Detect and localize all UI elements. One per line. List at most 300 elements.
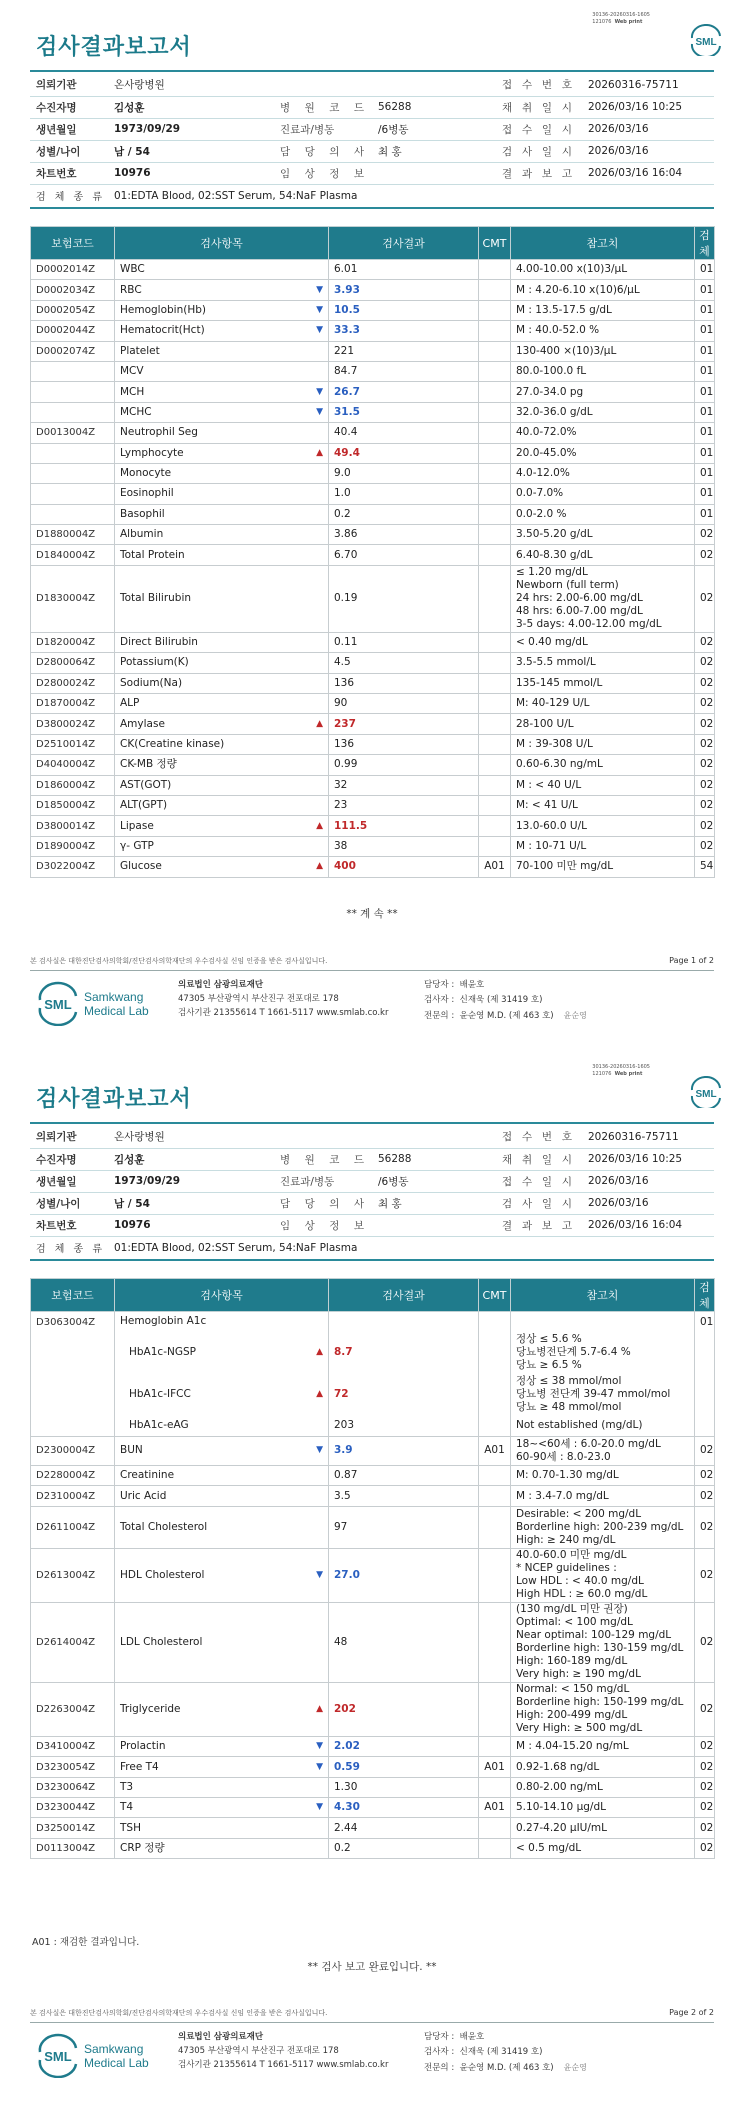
- results-table: [30, 1278, 715, 1859]
- test-result: 111.5: [329, 816, 479, 836]
- test-item-name: MCV: [120, 365, 144, 378]
- test-cmt: [479, 653, 511, 673]
- test-code: D3250014Z: [31, 1818, 115, 1838]
- reference-range: 13.0-60.0 U/L: [511, 816, 695, 836]
- specimen-code: 01: [695, 402, 715, 422]
- test-result: 4.30: [329, 1798, 479, 1818]
- table-row: [31, 1332, 715, 1374]
- test-code: D1860004Z: [31, 775, 115, 795]
- test-result: 0.19: [329, 565, 479, 632]
- test-code: D2613004Z: [31, 1548, 115, 1602]
- dob-label: 생년월일: [30, 118, 108, 140]
- high-flag-icon: ▲: [316, 1389, 323, 1400]
- reference-range: M : 4.20-6.10 x(10)6/μL: [511, 280, 695, 300]
- test-item-name: CRP 정량: [120, 1842, 165, 1855]
- results-table: [30, 226, 715, 878]
- test-cmt: [479, 755, 511, 775]
- high-flag-icon: ▲: [316, 1703, 323, 1714]
- specimen-code: 02: [695, 545, 715, 565]
- test-item-name: Uric Acid: [120, 1489, 167, 1502]
- test-cmt: [479, 321, 511, 341]
- test-item: [115, 816, 329, 836]
- test-item: [115, 1332, 329, 1374]
- test-result: 23: [329, 795, 479, 815]
- low-flag-icon: ▼: [316, 1802, 323, 1813]
- header-rule: [30, 1122, 714, 1124]
- report-time: 2026/03/16 16:04: [582, 162, 714, 184]
- institution-value: 온사랑병원: [108, 1126, 492, 1148]
- reference-range: ≤ 1.20 mg/dL Newborn (full term) 24 hrs: 2.00-6.00 mg/dL 48 hrs: 6.00-7.00 mg/dL 3-5 days: 4.00-12.00 mg/dL: [511, 565, 695, 632]
- dept-label: 진료과/병동: [276, 118, 372, 140]
- test-item-name: Sodium(Na): [120, 676, 183, 689]
- clinical-label: 임 상 정 보: [276, 1214, 372, 1236]
- table-row: [31, 755, 715, 775]
- reference-range: 4.0-12.0%: [511, 463, 695, 483]
- footer-rule: [30, 2022, 714, 2023]
- reference-range: M : 40.0-52.0 %: [511, 321, 695, 341]
- table-row: [31, 1416, 715, 1436]
- test-cmt: [479, 423, 511, 443]
- test-item-name: WBC: [120, 263, 145, 276]
- test-code: D2310004Z: [31, 1486, 115, 1506]
- svg-text:SML: SML: [44, 2049, 72, 2064]
- reference-range: [511, 1312, 695, 1332]
- low-flag-icon: ▼: [316, 386, 323, 397]
- test-code: D1840004Z: [31, 545, 115, 565]
- test-cmt: [479, 565, 511, 632]
- specimen-code: 02: [695, 1602, 715, 1682]
- samkwang-logo-icon: [36, 980, 186, 1026]
- test-cmt: [479, 382, 511, 402]
- reference-range: 0.80-2.00 ng/mL: [511, 1777, 695, 1797]
- foundation-contact: 검사기관 21355614 T 1661-5117 www.smlab.co.kr: [178, 2060, 389, 2070]
- test-result: 33.3: [329, 321, 479, 341]
- test-item: [115, 504, 329, 524]
- test-code: [31, 382, 115, 402]
- clinical-label: 임 상 정 보: [276, 162, 372, 184]
- reference-range: M : 39-308 U/L: [511, 734, 695, 754]
- test-item: [115, 1548, 329, 1602]
- specimen-code: 02: [695, 755, 715, 775]
- table-row: [31, 1777, 715, 1797]
- test-cmt: A01: [479, 1436, 511, 1465]
- test-item-name: Total Bilirubin: [120, 592, 192, 605]
- specimen-code: 02: [695, 1465, 715, 1485]
- specimen-label: 검 체 종 류: [30, 184, 108, 208]
- test-code: [31, 402, 115, 422]
- specimen-value: 01:EDTA Blood, 02:SST Serum, 54:NaF Plasma: [108, 184, 714, 208]
- sex-age-label: 성별/나이: [30, 140, 108, 162]
- specimen-code: 01: [695, 463, 715, 483]
- test-item-name: AST(GOT): [120, 778, 172, 791]
- reference-range: Desirable: < 200 mg/dL Borderline high: 200-239 mg/dL High: ≥ 240 mg/dL: [511, 1506, 695, 1548]
- test-item: [115, 653, 329, 673]
- specimen-code: 01: [695, 382, 715, 402]
- specimen-code: 01: [695, 280, 715, 300]
- reference-range: 3.5-5.5 mmol/L: [511, 653, 695, 673]
- patient-name: 김성훈: [108, 96, 276, 118]
- reference-range: 정상 ≤ 5.6 % 당뇨병전단계 5.7-6.4 % 당뇨 ≥ 6.5 %: [511, 1332, 695, 1374]
- patient-name: 김성훈: [108, 1148, 276, 1170]
- print-label: Web print: [614, 1071, 643, 1077]
- collect-time: 2026/03/16 10:25: [582, 1148, 714, 1170]
- test-cmt: [479, 504, 511, 524]
- table-row: [31, 341, 715, 361]
- table-row: [31, 463, 715, 483]
- table-row: [31, 1486, 715, 1506]
- test-result: 10.5: [329, 300, 479, 320]
- specimen-code: 02: [695, 565, 715, 632]
- report-time: 2026/03/16 16:04: [582, 1214, 714, 1236]
- table-row: [31, 714, 715, 734]
- test-item: [115, 260, 329, 280]
- table-row: [31, 1602, 715, 1682]
- test-item: [115, 565, 329, 632]
- test-item: [115, 1798, 329, 1818]
- reference-range: 0.92-1.68 ng/dL: [511, 1757, 695, 1777]
- test-result: 84.7: [329, 361, 479, 381]
- sml-logo-icon: [688, 1076, 724, 1108]
- table-row: [31, 260, 715, 280]
- table-row: [31, 300, 715, 320]
- report-end-note: ** 검사 보고 완료입니다. **: [307, 1961, 437, 1973]
- high-flag-icon: ▲: [316, 718, 323, 729]
- table-row: [31, 280, 715, 300]
- svg-text:SML: SML: [44, 997, 72, 1012]
- test-result: 3.5: [329, 1486, 479, 1506]
- test-item: [115, 1465, 329, 1485]
- reference-range: 0.60-6.30 ng/mL: [511, 755, 695, 775]
- chart-no-value: 10976: [108, 1214, 276, 1236]
- test-item-name: LDL Cholesterol: [120, 1635, 203, 1648]
- test-result: 203: [329, 1416, 479, 1436]
- svg-text:Medical Lab: Medical Lab: [84, 2056, 149, 2070]
- test-cmt: [479, 280, 511, 300]
- svg-text:Samkwang: Samkwang: [84, 990, 144, 1004]
- test-code: [31, 504, 115, 524]
- test-result: 32: [329, 775, 479, 795]
- reference-range: M : < 40 U/L: [511, 775, 695, 795]
- reference-range: Normal: < 150 mg/dL Borderline high: 150-199 mg/dL High: 200-499 mg/dL Very High: ≥ 500 mg/dL: [511, 1682, 695, 1736]
- cmt-note: A01 : 재검한 결과입니다.: [32, 1937, 140, 1948]
- specimen-code: 02: [695, 653, 715, 673]
- test-date: 2026/03/16: [582, 140, 714, 162]
- test-code: D3022004Z: [31, 857, 115, 877]
- reference-range: 4.00-10.00 x(10)3/μL: [511, 260, 695, 280]
- test-item-name: Albumin: [120, 528, 164, 541]
- table-row: [31, 1436, 715, 1465]
- staff1-label: 담당자 :: [424, 2032, 455, 2042]
- test-cmt: A01: [479, 1798, 511, 1818]
- low-flag-icon: ▼: [316, 406, 323, 417]
- test-item-name: HDL Cholesterol: [120, 1568, 205, 1581]
- test-cmt: [479, 816, 511, 836]
- table-row: [31, 525, 715, 545]
- test-item: [115, 1374, 329, 1416]
- specimen-code: 02: [695, 1548, 715, 1602]
- table-row: [31, 816, 715, 836]
- header-rule: [30, 70, 714, 72]
- test-code: D1880004Z: [31, 525, 115, 545]
- test-code: D0002074Z: [31, 341, 115, 361]
- specimen-code: 01: [695, 443, 715, 463]
- test-date: 2026/03/16: [582, 1192, 714, 1214]
- table-row: [31, 565, 715, 632]
- test-item-name: Amylase: [120, 717, 165, 730]
- test-cmt: [479, 545, 511, 565]
- test-result: 6.01: [329, 260, 479, 280]
- dept-value: /6병동: [372, 118, 492, 140]
- reference-range: 5.10-14.10 μg/dL: [511, 1798, 695, 1818]
- test-result: 0.59: [329, 1757, 479, 1777]
- test-result: 90: [329, 694, 479, 714]
- test-code: D0013004Z: [31, 423, 115, 443]
- patient-label: 수진자명: [30, 96, 108, 118]
- test-cmt: [479, 1465, 511, 1485]
- reference-range: (130 mg/dL 미만 권장) Optimal: < 100 mg/dL Near optimal: 100-129 mg/dL Borderline high: 130-159 mg/dL High: 160-189 mg/dL Very high: ≥ 190 mg/dL: [511, 1602, 695, 1682]
- test-result: 0.99: [329, 755, 479, 775]
- institution-label: 의뢰기관: [30, 74, 108, 96]
- reference-range: M: < 41 U/L: [511, 795, 695, 815]
- staff2-label: 검사자 :: [424, 2047, 455, 2057]
- certification-note: 본 검사실은 대한진단검사의학회/진단검사의학재단의 우수검사실 신임 인증을 받은 검사실입니다.: [30, 2009, 328, 2017]
- test-item: [115, 280, 329, 300]
- reference-range: 130-400 ×(10)3/μL: [511, 341, 695, 361]
- staff3-label: 전문의 :: [424, 2063, 455, 2073]
- test-cmt: [479, 673, 511, 693]
- test-code: D2800064Z: [31, 653, 115, 673]
- receipt-no-value: 20260316-75711: [582, 1126, 714, 1148]
- reference-range: 6.40-8.30 g/dL: [511, 545, 695, 565]
- test-result: 31.5: [329, 402, 479, 422]
- foundation-name: 의료법인 삼광의료재단: [178, 2032, 264, 2042]
- reference-range: 40.0-72.0%: [511, 423, 695, 443]
- test-item-name: Eosinophil: [120, 487, 174, 500]
- test-result: 9.0: [329, 463, 479, 483]
- test-item: [115, 1777, 329, 1797]
- reference-range: 28-100 U/L: [511, 714, 695, 734]
- test-item-name: HbA1c-eAG: [129, 1419, 189, 1432]
- institution-label: 의뢰기관: [30, 1126, 108, 1148]
- test-item: [115, 1486, 329, 1506]
- foundation-contact: 검사기관 21355614 T 1661-5117 www.smlab.co.kr: [178, 1008, 389, 1018]
- test-item-name: HbA1c-NGSP: [129, 1346, 196, 1359]
- low-flag-icon: ▼: [316, 1761, 323, 1772]
- test-result: 1.30: [329, 1777, 479, 1797]
- staff1-name: 배윤호: [459, 980, 485, 990]
- specimen-code: 01: [695, 504, 715, 524]
- test-item: [115, 1682, 329, 1736]
- test-item: [115, 423, 329, 443]
- specimen-code: [695, 1416, 715, 1436]
- staff1-name: 배윤호: [459, 2032, 485, 2042]
- specimen-code: 02: [695, 1798, 715, 1818]
- foundation-address: 47305 부산광역시 부산진구 전포대로 178: [178, 2046, 339, 2056]
- table-row: [31, 734, 715, 754]
- test-result: 237: [329, 714, 479, 734]
- collect-label: 채 취 일 시: [492, 1148, 582, 1170]
- table-row: [31, 795, 715, 815]
- test-code: [31, 463, 115, 483]
- test-code: D0113004Z: [31, 1838, 115, 1858]
- test-item: [115, 321, 329, 341]
- test-code: D1830004Z: [31, 565, 115, 632]
- reference-range: 135-145 mmol/L: [511, 673, 695, 693]
- test-cmt: [479, 1777, 511, 1797]
- specimen-code: 54: [695, 857, 715, 877]
- sex-age-label: 성별/나이: [30, 1192, 108, 1214]
- doctor-value: 최 홍: [372, 140, 492, 162]
- test-result: 27.0: [329, 1548, 479, 1602]
- doctor-label: 담 당 의 사: [276, 1192, 372, 1214]
- test-item-name: BUN: [120, 1444, 143, 1457]
- test-item-name: Prolactin: [120, 1740, 166, 1753]
- table-row: [31, 1682, 715, 1736]
- clinical-value: [372, 1214, 492, 1236]
- test-item: [115, 694, 329, 714]
- doctor-label: 담 당 의 사: [276, 140, 372, 162]
- table-row: [31, 1548, 715, 1602]
- test-result: 97: [329, 1506, 479, 1548]
- test-item-name: TSH: [120, 1821, 141, 1834]
- test-cmt: [479, 1374, 511, 1416]
- test-item-name: Glucose: [120, 860, 162, 873]
- reference-range: 80.0-100.0 fL: [511, 361, 695, 381]
- test-cmt: [479, 1736, 511, 1756]
- reference-range: 40.0-60.0 미만 mg/dL * NCEP guidelines : Low HDL : < 40.0 mg/dL High HDL : ≥ 60.0 mg/dL: [511, 1548, 695, 1602]
- test-cmt: [479, 1332, 511, 1374]
- table-row: [31, 361, 715, 381]
- table-row: [31, 484, 715, 504]
- test-item-name: Monocyte: [120, 467, 172, 480]
- hospital-code-label: 병 원 코 드: [276, 96, 372, 118]
- report-label: 결 과 보 고: [492, 1214, 582, 1236]
- test-result: 8.7: [329, 1332, 479, 1374]
- specimen-code: 01: [695, 341, 715, 361]
- foundation-info: [178, 978, 388, 1020]
- test-cmt: [479, 1602, 511, 1682]
- chart-no-label: 차트번호: [30, 1214, 108, 1236]
- test-item-name: Total Protein: [120, 548, 185, 561]
- test-cmt: [479, 300, 511, 320]
- test-code: D3800014Z: [31, 816, 115, 836]
- samkwang-logo-icon: [36, 2032, 186, 2078]
- clinical-value: [372, 162, 492, 184]
- table-row: [31, 1798, 715, 1818]
- test-item-name: ALT(GPT): [120, 799, 168, 812]
- reference-range: < 0.5 mg/dL: [511, 1838, 695, 1858]
- col-result: 검사결과: [329, 1279, 479, 1312]
- specimen-code: 02: [695, 1736, 715, 1756]
- specimen-code: 02: [695, 1506, 715, 1548]
- chart-no-value: 10976: [108, 162, 276, 184]
- test-result: 0.2: [329, 1838, 479, 1858]
- specimen-code: 02: [695, 714, 715, 734]
- test-item: [115, 1602, 329, 1682]
- table-row: [31, 857, 715, 877]
- test-item-name: Hematocrit(Hct): [120, 324, 205, 337]
- specimen-code: 02: [695, 1757, 715, 1777]
- results-header-row: [31, 227, 715, 260]
- test-cmt: A01: [479, 1757, 511, 1777]
- low-flag-icon: ▼: [316, 1445, 323, 1456]
- specimen-code: 02: [695, 734, 715, 754]
- test-item: [115, 775, 329, 795]
- test-cmt: [479, 260, 511, 280]
- test-code: [31, 361, 115, 381]
- reference-range: M : 10-71 U/L: [511, 836, 695, 856]
- test-item: [115, 484, 329, 504]
- test-code: D1870004Z: [31, 694, 115, 714]
- test-code: D1850004Z: [31, 795, 115, 815]
- print-code: 30136-20260316-1605: [592, 1064, 650, 1070]
- reference-range: Not established (mg/dL): [511, 1416, 695, 1436]
- signature: 윤순영: [563, 2063, 587, 2072]
- test-cmt: [479, 484, 511, 504]
- hospital-code-label: 병 원 코 드: [276, 1148, 372, 1170]
- test-item-name: Platelet: [120, 344, 160, 357]
- high-flag-icon: ▲: [316, 447, 323, 458]
- specimen-code: 01: [695, 484, 715, 504]
- test-result: 49.4: [329, 443, 479, 463]
- test-item-name: T4: [120, 1801, 134, 1814]
- report-page: [0, 1052, 744, 2104]
- test-result: 202: [329, 1682, 479, 1736]
- test-item-name: MCH: [120, 385, 145, 398]
- col-code: 보험코드: [31, 1279, 115, 1312]
- test-result: 40.4: [329, 423, 479, 443]
- table-row: [31, 1374, 715, 1416]
- test-item: [115, 341, 329, 361]
- staff3-name: 윤순영 M.D. (제 463 호): [459, 2063, 554, 2073]
- test-code: D3410004Z: [31, 1736, 115, 1756]
- test-result: 26.7: [329, 382, 479, 402]
- low-flag-icon: ▼: [316, 304, 323, 315]
- test-item: [115, 755, 329, 775]
- test-cmt: [479, 1416, 511, 1436]
- sml-logo-icon: [688, 24, 724, 56]
- test-item-name: γ- GTP: [120, 839, 154, 852]
- col-ref: 참고치: [511, 1279, 695, 1312]
- col-cmt: CMT: [479, 1279, 511, 1312]
- specimen-code: 02: [695, 1486, 715, 1506]
- test-item: [115, 836, 329, 856]
- print-label: Web print: [614, 19, 643, 25]
- test-result: [329, 1312, 479, 1332]
- test-result: 400: [329, 857, 479, 877]
- test-item: [115, 795, 329, 815]
- receipt-no-value: 20260316-75711: [582, 74, 714, 96]
- svg-text:Samkwang: Samkwang: [84, 2042, 144, 2056]
- institution-value: 온사랑병원: [108, 74, 492, 96]
- test-cmt: [479, 775, 511, 795]
- test-item-name: Triglyceride: [120, 1702, 181, 1715]
- test-cmt: [479, 463, 511, 483]
- receive-date: 2026/03/16: [582, 118, 714, 140]
- test-item-name: Total Cholesterol: [120, 1520, 208, 1533]
- svg-text:Medical Lab: Medical Lab: [84, 1004, 149, 1018]
- table-row: [31, 504, 715, 524]
- test-cmt: [479, 694, 511, 714]
- test-item-name: Neutrophil Seg: [120, 426, 198, 439]
- foundation-name: 의료법인 삼광의료재단: [178, 980, 264, 990]
- table-row: [31, 694, 715, 714]
- test-cmt: [479, 443, 511, 463]
- table-row: [31, 443, 715, 463]
- page-title: 검사결과보고서: [36, 35, 192, 60]
- test-item: [115, 673, 329, 693]
- hospital-code-value: 56288: [372, 96, 492, 118]
